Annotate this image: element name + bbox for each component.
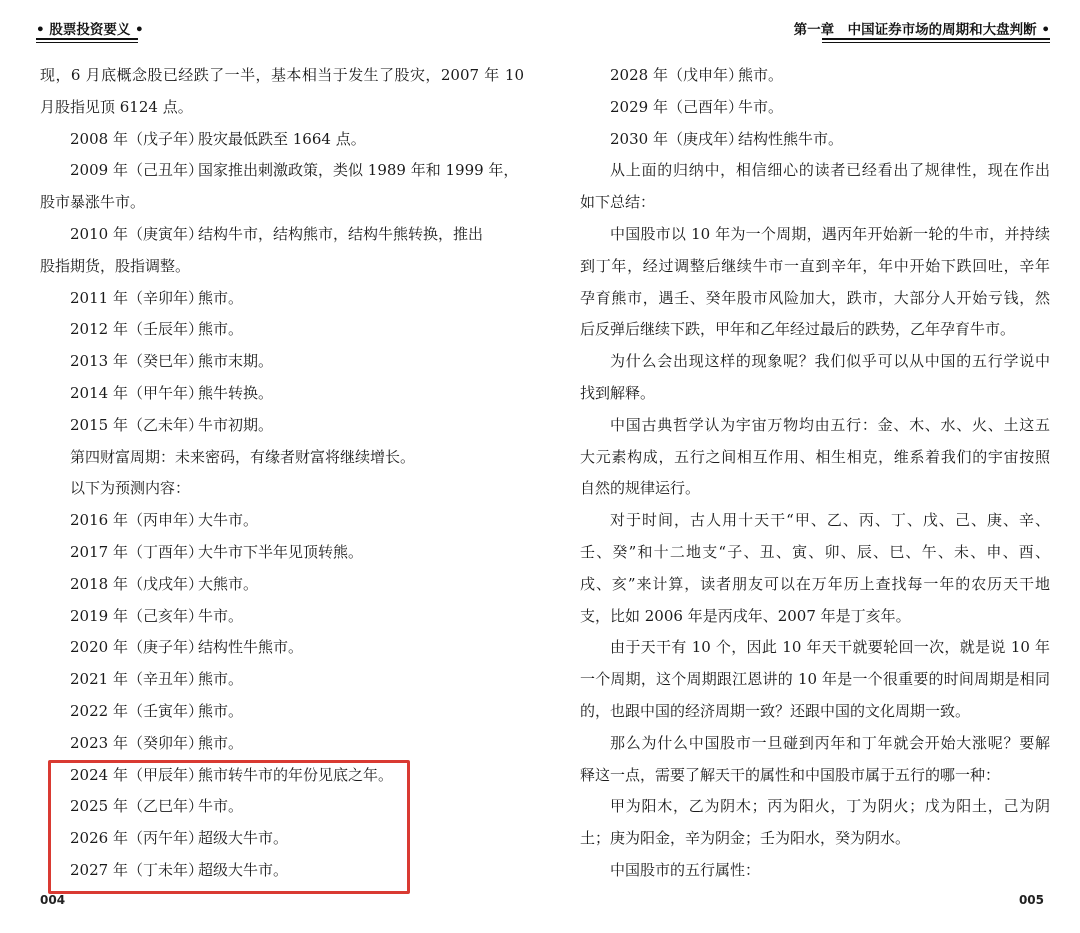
year-desc: 熊市末期。 <box>198 352 274 371</box>
year-label: 2013 年（癸巳年） <box>70 352 203 371</box>
forecast-intro: 以下为预测内容： <box>70 479 191 498</box>
year-label: 2027 年（丁未年） <box>70 860 203 879</box>
year-label: 2012 年（壬辰年） <box>70 320 203 339</box>
year-desc: 熊市。 <box>198 320 244 339</box>
year-entry <box>40 346 524 378</box>
year-entry-2009-cont: 股市暴涨牛市。 <box>40 193 146 212</box>
paragraph-line: 壬、癸”和十二地支“子、丑、寅、卯、辰、巳、午、未、申、酉、 <box>580 542 1050 561</box>
paragraph-line: 那么为什么中国股市一旦碰到丙年和丁年就会开始大涨呢？要解 <box>610 733 1050 752</box>
year-desc: 熊市。 <box>738 66 784 84</box>
year-label: 2022 年（壬寅年） <box>70 701 203 720</box>
paragraph-line: 大元素构成，五行之间相互作用、相生相克，维系着我们的宇宙按照 <box>580 447 1050 466</box>
year-label: 2010 年（庚寅年） <box>70 224 203 243</box>
book-title-header: • 股票投资要义 • <box>36 22 144 38</box>
paragraph-line: 自然的规律运行。 <box>580 479 701 498</box>
year-label: 2009 年（己丑年） <box>70 161 203 180</box>
header-rule-thin <box>822 42 1050 43</box>
year-entry <box>40 569 524 601</box>
year-entry <box>40 696 524 728</box>
paragraph-line: 甲为阳木，乙为阴木；丙为阳火，丁为阴火；戊为阳土，己为阴 <box>610 797 1050 816</box>
year-entry <box>580 92 1050 124</box>
paragraph-line: 的，也跟中国的经济周期一致？还跟中国的文化周期一致。 <box>580 701 971 720</box>
year-label: 2008 年（戊子年） <box>70 129 203 148</box>
left-page-number: 004 <box>40 893 66 907</box>
paragraph-line: 为什么会出现这样的现象呢？我们似乎可以从中国的五行学说中 <box>610 352 1050 371</box>
right-page-body <box>580 60 1050 887</box>
year-entry <box>40 728 524 760</box>
highlighted-year-entry <box>40 760 524 792</box>
year-desc: 熊市转牛市的年份见底之年。 <box>198 765 394 784</box>
paragraph-line: 找到解释。 <box>580 383 656 402</box>
year-desc: 熊市。 <box>198 701 244 720</box>
paragraph-line: 释这一点，需要了解天干的属性和中国股市属于五行的哪一种： <box>580 765 1001 784</box>
right-page <box>540 0 1080 933</box>
year-desc: 超级大牛市。 <box>198 829 289 848</box>
year-entry <box>40 664 524 696</box>
year-label: 2021 年（辛丑年） <box>70 670 203 689</box>
header-rule <box>36 38 138 40</box>
year-entry <box>40 283 524 315</box>
year-desc: 牛市初期。 <box>198 415 274 434</box>
fourth-cycle-note: 第四财富周期：未来密码，有缘者财富将继续增长。 <box>70 447 416 466</box>
paragraph-line: 中国股市以 10 年为一个周期，遇丙年开始新一轮的牛市，并持续 <box>610 224 1050 243</box>
year-entry <box>580 60 1050 92</box>
paragraph-line: 中国古典哲学认为宇宙万物均由五行：金、木、水、火、土这五 <box>610 415 1050 434</box>
year-entry-2008 <box>40 124 524 156</box>
year-label: 2024 年（甲辰年） <box>70 765 203 784</box>
year-desc: 熊市。 <box>198 670 244 689</box>
paragraph-line: 后反弹后继续下跌，甲年和乙年经过最后的跌势，乙年孕育牛市。 <box>580 320 1016 339</box>
year-desc: 结构牛市，结构熊市，结构牛熊转换，推出 <box>198 224 484 243</box>
paragraph-line: 中国股市的五行属性： <box>610 860 761 879</box>
paragraph-line: 孕育熊市，遇壬、癸年股市风险加大，跌市，大部分人开始亏钱，然 <box>580 288 1050 307</box>
year-desc: 国家推出刺激政策，类似 1989 年和 1999 年， <box>198 161 519 180</box>
year-label: 2017 年（丁酉年） <box>70 542 203 561</box>
highlighted-year-entry <box>40 855 524 887</box>
year-desc: 结构性牛熊市。 <box>198 638 304 657</box>
paragraph-line: 支，比如 2006 年是丙戌年、2007 年是丁亥年。 <box>580 606 911 625</box>
year-label: 2020 年（庚子年） <box>70 638 203 657</box>
paragraph-line: 到丁年，经过调整后继续牛市一直到辛年，年中开始下跌回吐，辛年 <box>580 256 1050 275</box>
chapter-title-header: 第一章 中国证券市场的周期和大盘判断 • <box>793 22 1050 38</box>
paragraph-line: 如下总结： <box>580 193 656 212</box>
left-running-header <box>36 14 146 42</box>
year-entry <box>580 124 1050 156</box>
year-entry <box>40 601 524 633</box>
year-desc: 超级大牛市。 <box>198 860 289 879</box>
year-label: 2018 年（戊戌年） <box>70 574 203 593</box>
year-desc: 熊市。 <box>198 733 244 752</box>
year-label: 2015 年（乙未年） <box>70 415 203 434</box>
paragraph-line: 一个周期，这个周期跟江恩讲的 10 年是一个很重要的时间周期是相同 <box>580 670 1050 689</box>
highlighted-year-entry <box>40 823 524 855</box>
year-desc: 熊市。 <box>198 288 244 307</box>
right-running-header <box>793 14 1050 42</box>
year-label: 2028 年（戊申年） <box>610 66 743 84</box>
year-desc: 牛市。 <box>738 97 784 116</box>
year-entry <box>40 505 524 537</box>
paragraph-line: 戌、亥”来计算，读者朋友可以在万年历上查找每一年的农历天干地 <box>580 574 1050 593</box>
paragraph-line: 对于时间，古人用十天干“甲、乙、丙、丁、戊、己、庚、辛、 <box>610 511 1050 530</box>
year-entry <box>40 537 524 569</box>
right-page-number: 005 <box>1018 893 1044 907</box>
year-desc: 牛市。 <box>198 797 244 816</box>
year-desc: 大牛市。 <box>198 511 259 530</box>
year-entry-2010-cont: 股指期货，股指调整。 <box>40 256 191 275</box>
highlighted-year-entry <box>40 791 524 823</box>
year-label: 2019 年（己亥年） <box>70 606 203 625</box>
year-label: 2026 年（丙午年） <box>70 829 203 848</box>
paragraph-line: 由于天干有 10 个，因此 10 年天干就要轮回一次，就是说 10 年 <box>610 638 1050 657</box>
year-entry-2009 <box>40 155 524 187</box>
year-entry <box>40 378 524 410</box>
intro-line-2: 月股指见顶 6124 点。 <box>40 97 193 116</box>
header-rule-thin <box>36 42 138 43</box>
year-entry-2010 <box>40 219 524 251</box>
year-label: 2030 年（庚戌年） <box>610 129 743 148</box>
year-label: 2016 年（丙申年） <box>70 511 203 530</box>
intro-line-1: 现，6 月底概念股已经跌了一半，基本相当于发生了股灾，2007 年 10 <box>40 66 524 84</box>
year-desc: 大熊市。 <box>198 574 259 593</box>
year-label: 2014 年（甲午年） <box>70 383 203 402</box>
year-entry <box>40 314 524 346</box>
paragraph-line: 土；庚为阳金，辛为阴金；壬为阳水，癸为阴水。 <box>580 829 911 848</box>
year-label: 2029 年（己酉年） <box>610 97 743 116</box>
year-desc: 结构性熊牛市。 <box>738 129 844 148</box>
header-rule <box>822 38 1050 40</box>
paragraph-line: 从上面的归纳中，相信细心的读者已经看出了规律性，现在作出 <box>610 161 1050 180</box>
year-entry <box>40 632 524 664</box>
year-desc: 牛市。 <box>198 606 244 625</box>
left-page-body <box>40 60 524 887</box>
year-desc: 大牛市下半年见顶转熊。 <box>198 542 364 561</box>
year-label: 2023 年（癸卯年） <box>70 733 203 752</box>
year-label: 2025 年（乙巳年） <box>70 797 203 816</box>
year-desc: 股灾最低跌至 1664 点。 <box>198 129 366 148</box>
year-desc: 熊牛转换。 <box>198 383 274 402</box>
year-label: 2011 年（辛卯年） <box>70 288 203 307</box>
year-entry <box>40 410 524 442</box>
